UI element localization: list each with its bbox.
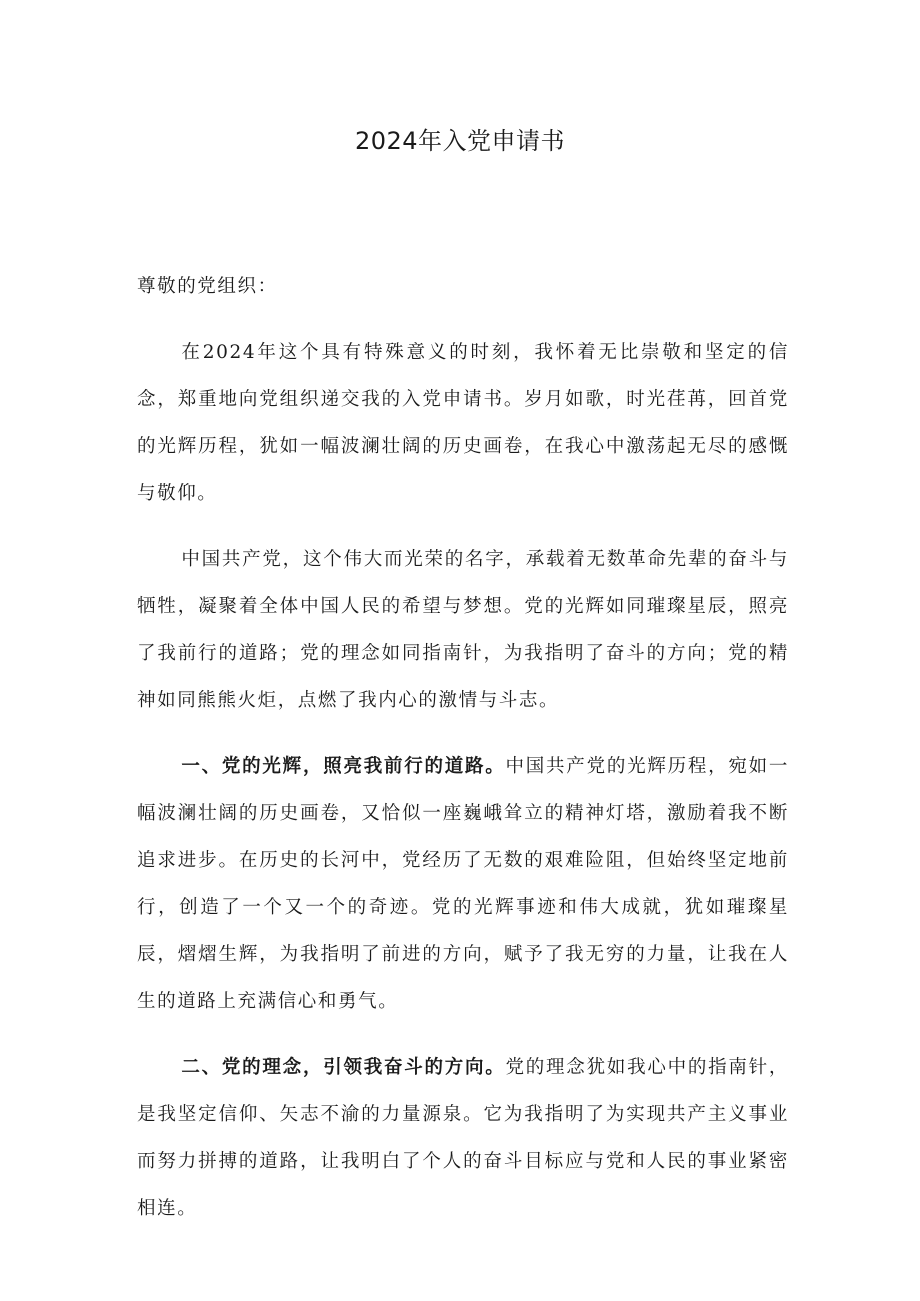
paragraph-intro: [137, 329, 789, 517]
paragraph-text: 在2024年这个具有特殊意义的时刻，我怀着无比崇敬和坚定的信念，郑重地向党组织递交我的入党申请书。岁月如歌，时光荏苒，回首党的光辉历程，犹如一幅波澜壮阔的历史画卷，在我心中激荡起无尽的感慨与敬仰。: [137, 342, 789, 504]
paragraph-section-two: [137, 1044, 789, 1232]
paragraph-text: 中国共产党的光辉历程，宛如一幅波澜壮阔的历史画卷，又恰似一座巍峨耸立的精神灯塔，激励着我不断追求进步。在历史的长河中，党经历了无数的艰难险阻，但始终坚定地前行，创造了一个又一个的奇迹。党的光辉事迹和伟大成就，犹如璀璨星辰，熠熠生辉，为我指明了前进的方向，赋予了我无穷的力量，让我在人生的道路上充满信心和勇气。: [137, 756, 789, 1012]
paragraph-text: 中国共产党，这个伟大而光荣的名字，承载着无数革命先辈的奋斗与牺牲，凝聚着全体中国人民的希望与梦想。党的光辉如同璀璨星辰，照亮了我前行的道路；党的理念如同指南针，为我指明了奋斗的方向；党的精神如同熊熊火炬，点燃了我内心的激情与斗志。: [137, 549, 789, 711]
salutation: 尊敬的党组织：: [137, 276, 278, 297]
paragraph-section-one: [137, 743, 789, 1025]
section-heading: 二、党的理念，引领我奋斗的方向。: [181, 1057, 506, 1078]
document-body: [137, 263, 789, 1251]
paragraph-text: 党的理念犹如我心中的指南针，是我坚定信仰、矢志不渝的力量源泉。它为我指明了为实现共产主义事业而努力拼搏的道路，让我明白了个人的奋斗目标应与党和人民的事业紧密相连。: [137, 1057, 789, 1219]
paragraph-party-description: [137, 536, 789, 724]
document-title: 2024年入党申请书: [354, 127, 566, 155]
section-heading: 一、党的光辉，照亮我前行的道路。: [181, 756, 506, 777]
